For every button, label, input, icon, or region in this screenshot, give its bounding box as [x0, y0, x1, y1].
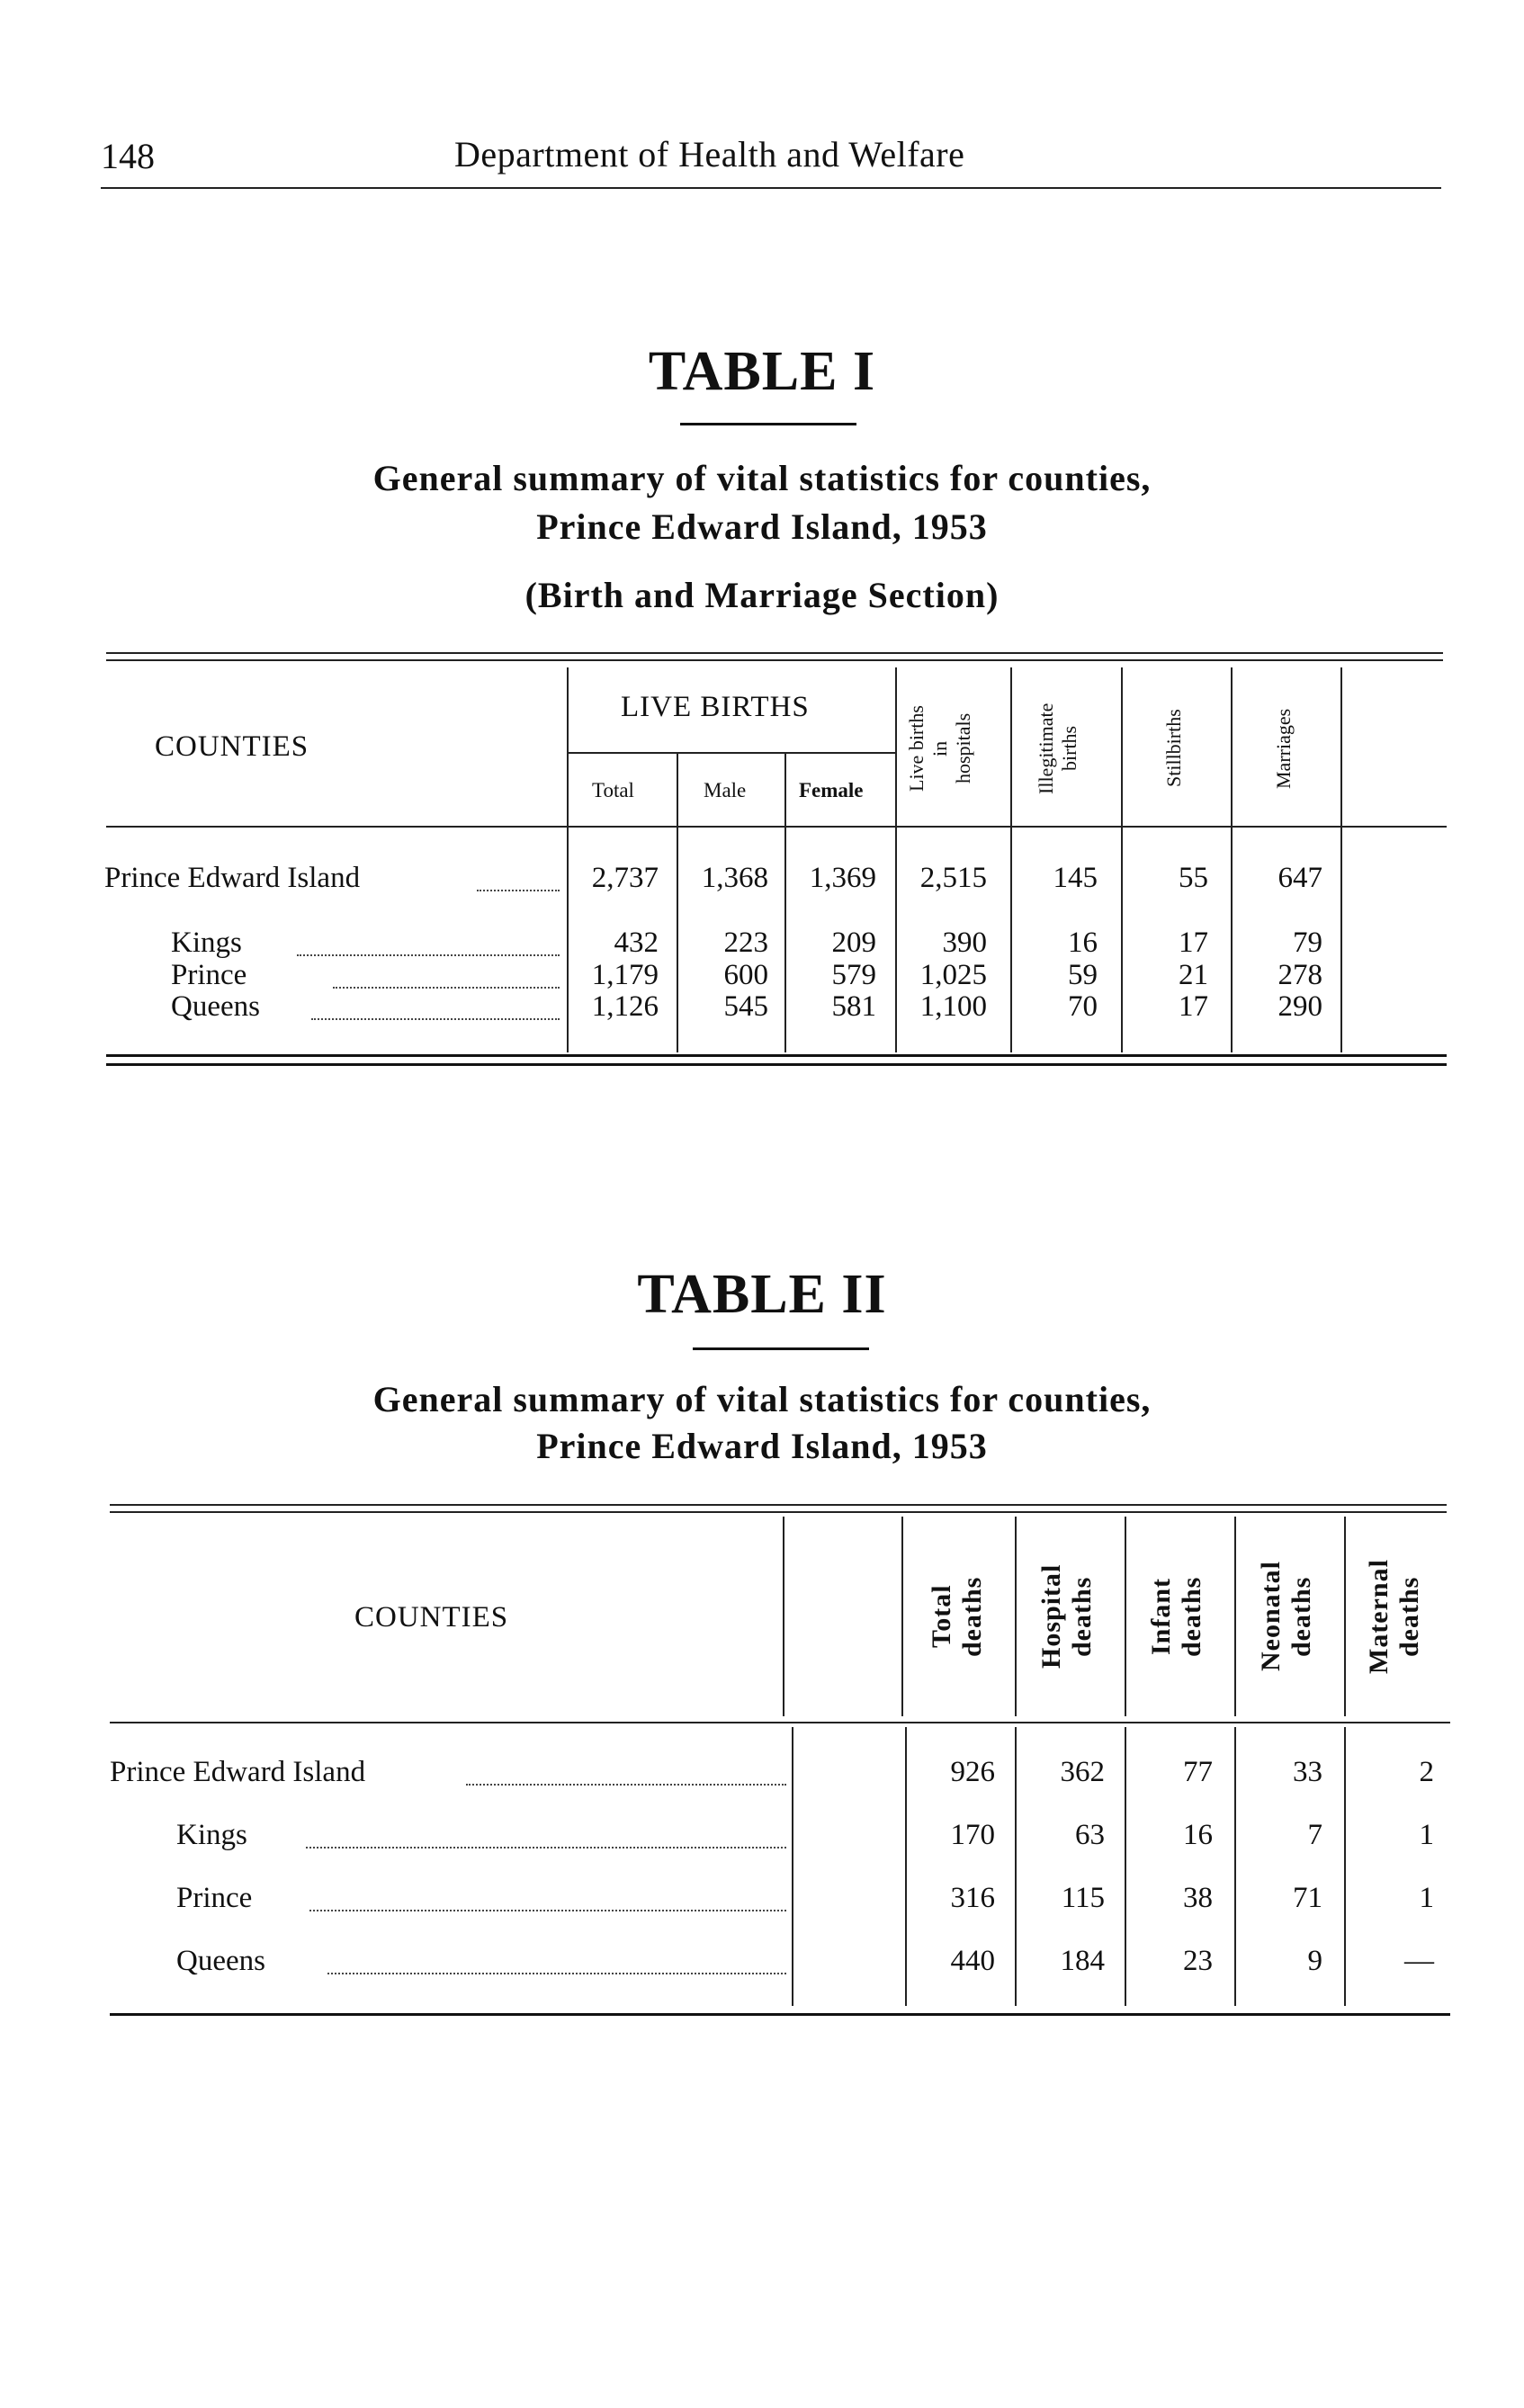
t1-counties-header: COUNTIES — [155, 730, 309, 763]
table1-top-rule — [106, 652, 1443, 654]
t1-cell-illeg: 16 — [1068, 926, 1098, 959]
t2-counties-header: COUNTIES — [354, 1601, 509, 1634]
t1-row-leader — [297, 954, 560, 956]
table1-title-rule — [680, 423, 856, 425]
t2-cell-neonatal: 71 — [1293, 1882, 1322, 1914]
t1-cell-illeg: 59 — [1068, 959, 1098, 991]
t2-cell-maternal: — — [1404, 1945, 1434, 1977]
t1-cell-still: 17 — [1179, 990, 1208, 1023]
t1-header-rule — [106, 826, 1447, 828]
table2-top-rule-2 — [110, 1511, 1447, 1513]
t2-row-name: Kings — [176, 1819, 247, 1851]
t1-sub-total: Total — [592, 779, 634, 801]
t1-cell-hosp: 390 — [942, 926, 987, 959]
t1-cell-still: 17 — [1179, 926, 1208, 959]
t1-col-illegitimate: Illegitimate births — [1035, 703, 1080, 794]
t2-cell-infant: 77 — [1183, 1756, 1213, 1788]
t2-cell-infant: 23 — [1183, 1945, 1213, 1977]
table1-subtitle-line2: Prince Edward Island, 1953 — [536, 506, 988, 547]
table2-title: TABLE II — [637, 1264, 887, 1325]
t2-row-leader — [306, 1847, 786, 1849]
t2-cell-infant: 16 — [1183, 1819, 1213, 1851]
t2-cell-hospital: 184 — [1060, 1945, 1105, 1977]
t2-vline-h2 — [901, 1517, 903, 1716]
t2-cell-maternal: 1 — [1419, 1882, 1434, 1914]
table2-subtitle-line2: Prince Edward Island, 1953 — [536, 1426, 988, 1466]
table1-bottom-rule-2 — [106, 1063, 1447, 1066]
t2-cell-neonatal: 33 — [1293, 1756, 1322, 1788]
t2-header-rule — [110, 1722, 1450, 1723]
t1-row-leader — [311, 1018, 560, 1020]
t2-cell-neonatal: 9 — [1307, 1945, 1322, 1977]
t2-cell-total: 926 — [950, 1756, 995, 1788]
t1-row-name: Kings — [171, 926, 242, 959]
t1-livebirths-subrule — [567, 752, 895, 754]
t2-vline-b1 — [792, 1727, 793, 2006]
t1-cell-hosp: 1,025 — [919, 959, 987, 991]
t2-col-hospital: Hospital deaths — [1036, 1563, 1097, 1669]
t1-cell-marr: 647 — [1277, 862, 1322, 894]
table1-subtitle-line1: General summary of vital statistics for counties, — [372, 458, 1152, 498]
t2-cell-maternal: 2 — [1419, 1756, 1434, 1788]
t2-cell-total: 316 — [950, 1882, 995, 1914]
t2-vline-h3 — [1015, 1517, 1017, 1716]
t2-vline-h1 — [783, 1517, 784, 1716]
table1-top-rule-2 — [106, 659, 1443, 661]
t1-col-marriages: Marriages — [1272, 708, 1295, 789]
t1-cell-male: 545 — [723, 990, 768, 1023]
t1-cell-marr: 290 — [1277, 990, 1322, 1023]
t1-row-leader — [477, 890, 560, 891]
t1-cell-marr: 79 — [1293, 926, 1322, 959]
t1-cell-female: 1,369 — [809, 862, 876, 894]
table2-subtitle-line1: General summary of vital statistics for counties, — [372, 1379, 1152, 1419]
t1-row-name: Prince — [171, 959, 247, 991]
t1-cell-female: 581 — [831, 990, 876, 1023]
t1-row-leader — [333, 987, 560, 989]
t2-row-leader — [466, 1784, 786, 1786]
t1-cell-illeg: 70 — [1068, 990, 1098, 1023]
t1-row-name: Queens — [171, 990, 260, 1023]
t2-row-name: Prince Edward Island — [110, 1756, 366, 1788]
t2-row-leader — [327, 1973, 786, 1974]
t1-vline-8 — [1340, 667, 1342, 1052]
t1-row-name: Prince Edward Island — [104, 862, 361, 894]
page-number: 148 — [101, 136, 155, 176]
t1-cell-male: 223 — [723, 926, 768, 959]
t1-sub-female: Female — [799, 779, 864, 801]
t2-vline-h5 — [1234, 1517, 1236, 1716]
t1-cell-total: 1,126 — [591, 990, 659, 1023]
t1-cell-hosp: 2,515 — [919, 862, 987, 894]
t1-sub-male: Male — [704, 779, 747, 801]
t2-col-total: Total deaths — [927, 1576, 987, 1657]
t2-row-leader — [309, 1910, 786, 1911]
t1-cell-female: 579 — [831, 959, 876, 991]
t2-vline-h6 — [1344, 1517, 1346, 1716]
t1-cell-still: 21 — [1179, 959, 1208, 991]
t1-cell-total: 432 — [614, 926, 659, 959]
t2-cell-total: 170 — [950, 1819, 995, 1851]
t1-col-live-births-hospitals: Live births in hospitals — [905, 705, 974, 792]
t2-vline-h4 — [1125, 1517, 1126, 1716]
table1-subtitle-line3: (Birth and Marriage Section) — [524, 575, 1000, 615]
t1-col-stillbirths: Stillbirths — [1162, 709, 1185, 788]
t2-cell-hospital: 63 — [1075, 1819, 1105, 1851]
t2-cell-neonatal: 7 — [1307, 1819, 1322, 1851]
t1-cell-male: 1,368 — [701, 862, 768, 894]
table1-title: TABLE I — [648, 341, 876, 402]
t2-col-maternal: Maternal deaths — [1364, 1559, 1424, 1674]
t2-cell-maternal: 1 — [1419, 1819, 1434, 1851]
t1-cell-total: 1,179 — [591, 959, 659, 991]
t2-col-neonatal: Neonatal deaths — [1256, 1561, 1316, 1672]
t2-cell-hospital: 115 — [1061, 1882, 1105, 1914]
t1-cell-marr: 278 — [1277, 959, 1322, 991]
table2-top-rule — [110, 1504, 1447, 1506]
table2-bottom-rule — [110, 2013, 1450, 2016]
t2-cell-total: 440 — [950, 1945, 995, 1977]
running-head: Department of Health and Welfare — [454, 134, 965, 175]
t2-row-name: Queens — [176, 1945, 265, 1977]
table1-bottom-rule — [106, 1054, 1447, 1057]
t2-cell-infant: 38 — [1183, 1882, 1213, 1914]
t1-cell-illeg: 145 — [1053, 862, 1098, 894]
t2-cell-hospital: 362 — [1060, 1756, 1105, 1788]
t2-row-name: Prince — [176, 1882, 253, 1914]
table2-title-rule — [693, 1347, 869, 1350]
t1-cell-still: 55 — [1179, 862, 1208, 894]
t2-col-infant: Infant deaths — [1146, 1576, 1206, 1657]
t1-cell-total: 2,737 — [591, 862, 659, 894]
t1-livebirths-header: LIVE BIRTHS — [621, 691, 810, 723]
t1-cell-hosp: 1,100 — [919, 990, 987, 1023]
header-rule — [101, 187, 1441, 189]
t1-cell-male: 600 — [723, 959, 768, 991]
t1-cell-female: 209 — [831, 926, 876, 959]
